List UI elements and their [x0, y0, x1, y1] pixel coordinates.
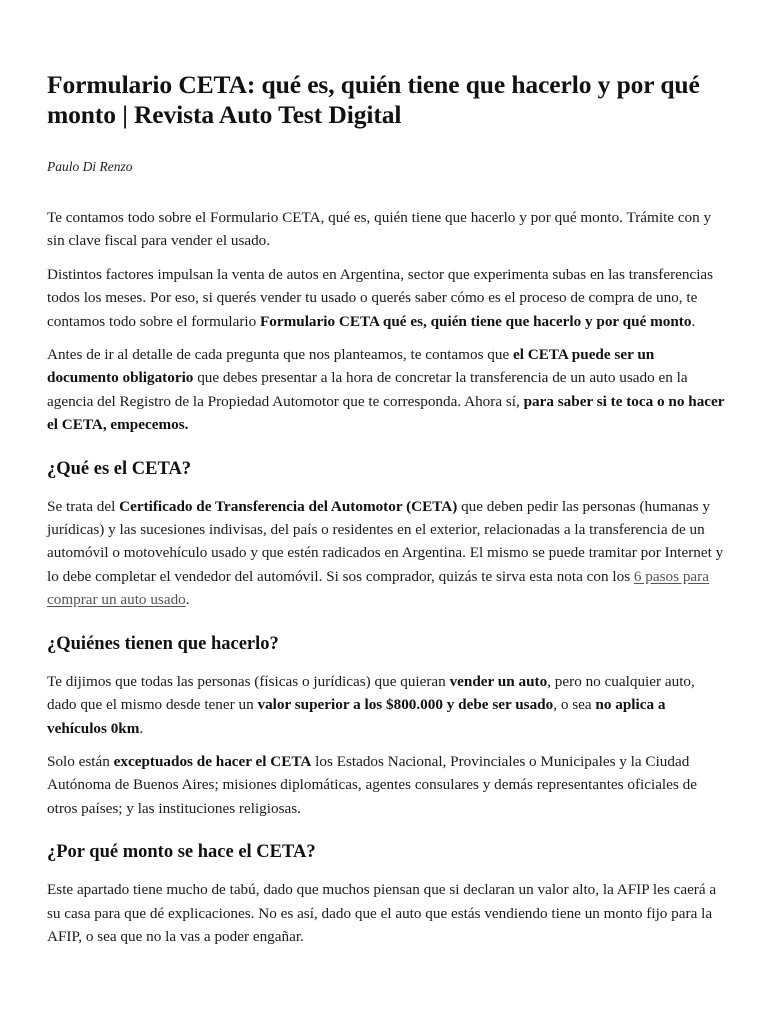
section-paragraph: Este apartado tiene mucho de tabú, dado que muchos piensan que si declaran un valor alto, la AFIP les caerá a su casa para que dé explicaciones. No es así, dado que el auto que estás vendiendo tiene un monto fijo para la AFIP, o sea que no la vas a poder engañar. — [47, 881, 717, 945]
section-paragraph — [47, 750, 727, 820]
bold-text: no aplica a vehículos 0km — [47, 696, 666, 737]
text-run: que deben pedir las personas (humanas y jurídicas) y las sucesiones indivisas, del país o residentes en el exterior, relacionadas a la transferencia de un automóvil o motovehículo usado y que estén radicados en Argentina. El mismo se puede tramitar por Internet y lo debe completar el vendedor del automóvil. Si sos comprador, quizás te sirva esta nota con los — [47, 497, 724, 585]
bold-text: para saber si te toca o no hacer el CETA, empecemos. — [47, 392, 725, 434]
text-run: Distintos factores impulsan la venta de autos en Argentina, sector que experimenta subas en las transferencias todos los meses. Por eso, si querés vender tu usado o querés saber cómo es el proceso de compra de uno, te contamos todo sobre el formulario — [47, 265, 714, 330]
text-run: , pero no cualquier auto, dado que el mismo desde tener un — [47, 672, 695, 714]
link-6-pasos[interactable]: 6 pasos para comprar un auto usado — [47, 567, 709, 609]
bold-text: el CETA puede ser un documento obligatorio — [47, 346, 655, 387]
text-run: . — [691, 312, 696, 330]
bold-text: valor superior a los $800.000 y debe ser usado — [257, 696, 554, 714]
article-author: Paulo Di Renzo — [47, 159, 133, 174]
bold-text: Formulario CETA qué es, quién tiene que hacerlo y por qué monto — [260, 312, 692, 330]
text-run: . — [139, 719, 144, 737]
section-heading: ¿Qué es el CETA? — [47, 458, 192, 479]
article-title: Formulario CETA: qué es, quién tiene que hacerlo y por qué monto | Revista Auto Test Digital — [47, 70, 700, 129]
section-heading: ¿Quiénes tienen que hacerlo? — [47, 633, 279, 654]
section-paragraph — [47, 495, 727, 612]
article-intro — [47, 206, 727, 437]
section-que-es — [47, 457, 727, 612]
text-run: Antes de ir al detalle de cada pregunta que nos planteamos, te contamos que — [47, 346, 514, 364]
section-heading: ¿Por qué monto se hace el CETA? — [47, 842, 316, 863]
article — [47, 70, 727, 958]
bold-text: Certificado de Transferencia del Automotor (CETA) — [119, 497, 458, 515]
text-run: . — [185, 591, 190, 609]
text-run: , o sea — [553, 696, 596, 714]
intro-paragraph-3 — [47, 343, 727, 437]
intro-paragraph-2 — [47, 263, 727, 333]
text-run: Se trata del — [47, 497, 120, 515]
text-run: Te dijimos que todas las personas (físicas o jurídicas) que quieran — [47, 672, 450, 690]
intro-paragraph-1: Te contamos todo sobre el Formulario CETA, qué es, quién tiene que hacerlo y por qué monto. Trámite con y sin clave fiscal para vender el usado. — [47, 209, 712, 250]
section-paragraph — [47, 670, 727, 740]
bold-text: vender un auto — [449, 672, 548, 690]
text-run: los Estados Nacional, Provinciales o Municipales y la Ciudad Autónoma de Buenos Aires; misiones diplomáticas, agentes consulares y demás representantes oficiales de otros países; y las instituciones religiosas. — [47, 752, 697, 817]
section-monto — [47, 840, 727, 948]
section-quienes — [47, 632, 727, 820]
text-run: que debes presentar a la hora de concretar la transferencia de un auto usado en la agencia del Registro de la Propiedad Automotor que te corresponda. Ahora sí, — [47, 369, 688, 410]
bold-text: exceptuados de hacer el CETA — [113, 752, 312, 770]
text-run: Solo están — [47, 752, 114, 770]
